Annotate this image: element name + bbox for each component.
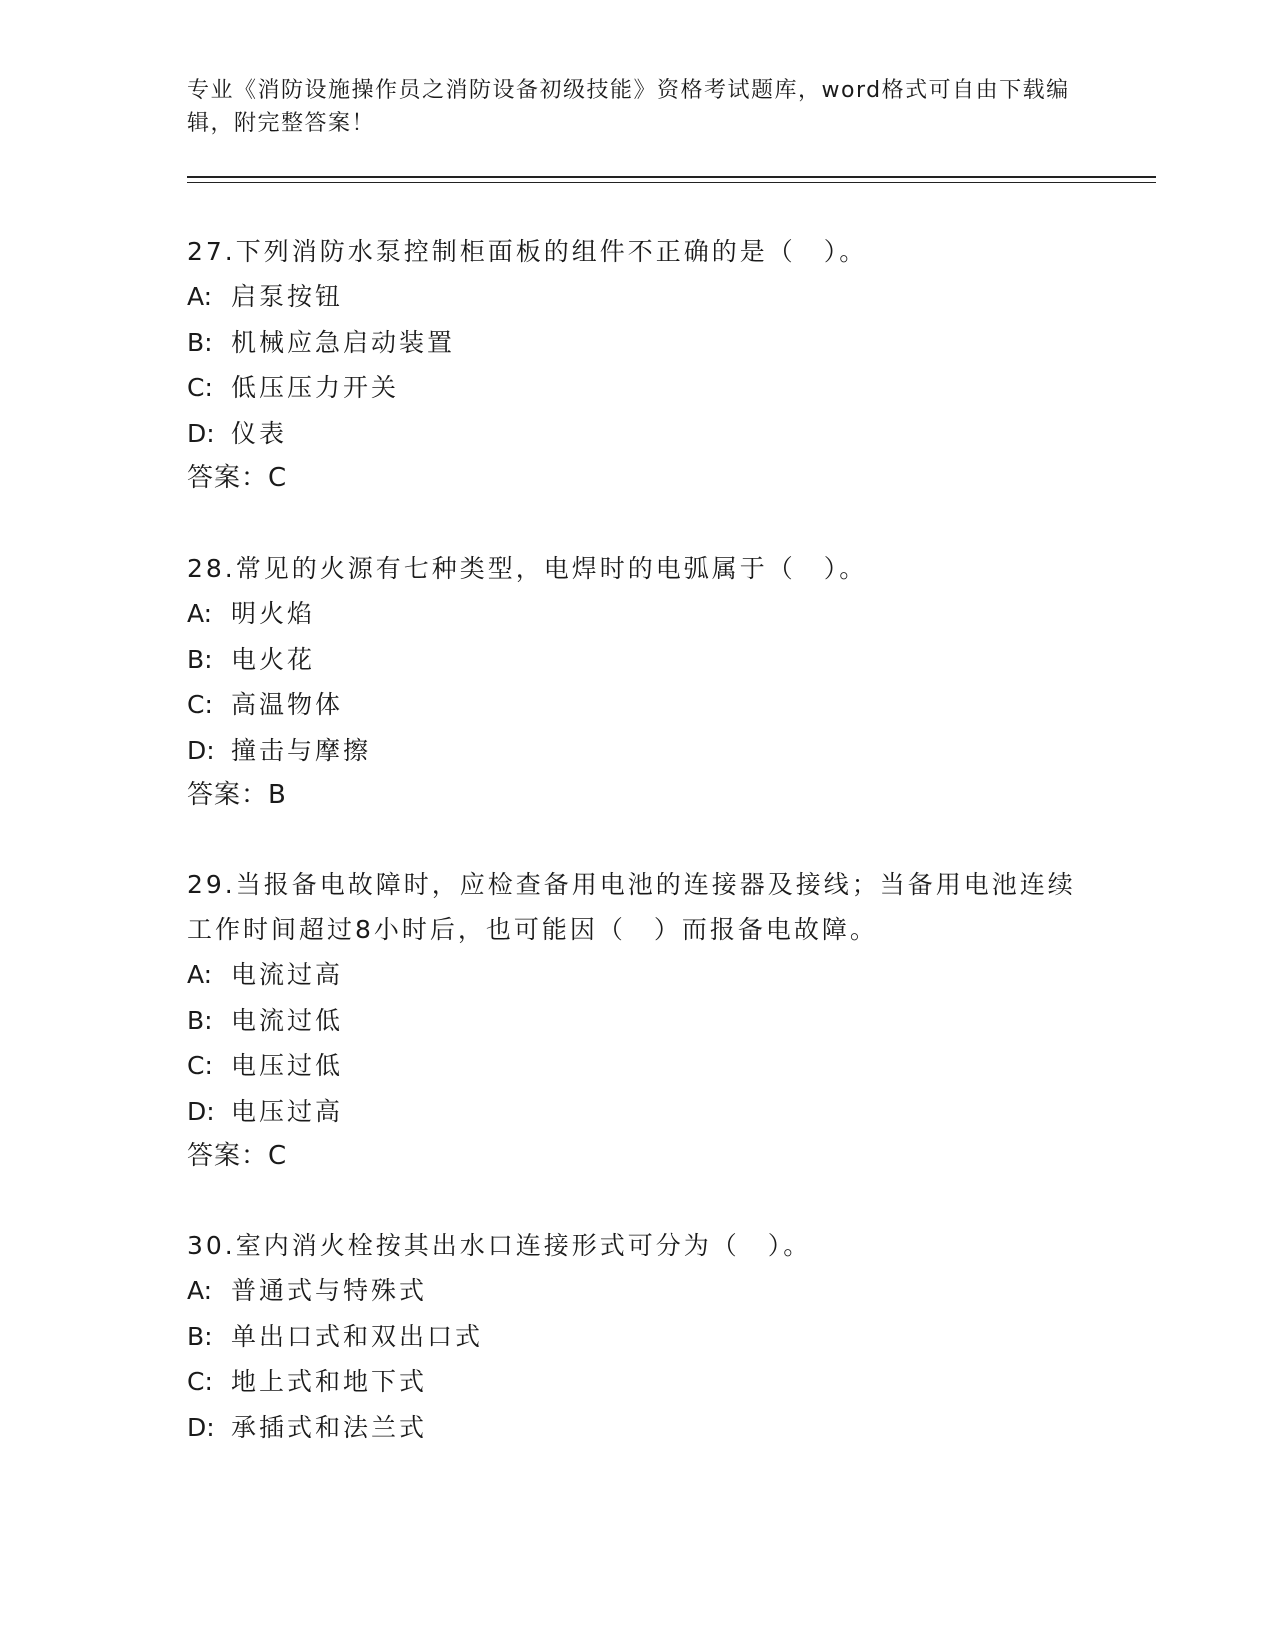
option-letter: C: (187, 1051, 213, 1080)
question-stem: 28.常见的火源有七种类型，电焊时的电弧属于（ ）。 (187, 554, 868, 583)
option-b (187, 637, 1087, 683)
answer: 答案：C (187, 463, 288, 493)
option-letter: D: (187, 735, 215, 765)
option-letter: D: (187, 418, 215, 448)
option-text: 高温物体 (231, 690, 344, 719)
option-text: 启泵按钮 (231, 282, 344, 311)
option-letter: A: (187, 599, 213, 628)
option-text: 电火花 (231, 644, 316, 674)
option-c (187, 682, 1087, 728)
option-text: 机械应急启动装置 (231, 327, 456, 357)
header-divider-thin (187, 182, 1156, 183)
option-letter: A: (187, 960, 213, 989)
option-text: 低压压力开关 (231, 373, 400, 402)
option-a (187, 274, 1087, 320)
option-c (187, 365, 1087, 411)
option-b (187, 320, 1087, 366)
option-letter: B: (187, 327, 213, 357)
option-letter: D: (187, 1412, 215, 1442)
option-text: 电压过高 (231, 1096, 344, 1126)
option-a (187, 952, 1087, 998)
option-letter: A: (187, 282, 213, 311)
option-letter: B: (187, 1005, 213, 1035)
option-text: 电流过低 (231, 1005, 344, 1035)
option-a (187, 1268, 1087, 1314)
option-text: 地上式和地下式 (231, 1367, 428, 1396)
option-text: 电流过高 (231, 960, 344, 989)
option-text: 普通式与特殊式 (231, 1276, 428, 1305)
option-b (187, 1314, 1087, 1360)
question-29 (187, 862, 1087, 1179)
option-letter: C: (187, 690, 213, 719)
answer: 答案：C (187, 1141, 288, 1171)
option-text: 撞击与摩擦 (231, 735, 372, 765)
option-letter: A: (187, 1276, 213, 1305)
document-header: 专业《消防设施操作员之消防设备初级技能》资格考试题库，word格式可自由下载编辑，附完整答案！ (187, 78, 1070, 136)
option-text: 单出口式和双出口式 (231, 1321, 484, 1351)
option-text: 明火焰 (231, 599, 316, 628)
option-letter: C: (187, 1367, 213, 1396)
option-letter: B: (187, 1321, 213, 1351)
question-stem: 27.下列消防水泵控制柜面板的组件不正确的是（ ）。 (187, 237, 868, 266)
option-letter: B: (187, 644, 213, 674)
option-b (187, 998, 1087, 1044)
option-a (187, 591, 1087, 637)
question-stem: 30.室内消火栓按其出水口连接形式可分为（ ）。 (187, 1231, 812, 1260)
question-stem: 29.当报备电故障时，应检查备用电池的连接器及接线；当备用电池连续工作时间超过8小时后，也可能因（ ）而报备电故障。 (187, 870, 1076, 944)
option-text: 电压过低 (231, 1051, 344, 1080)
option-d (187, 728, 1087, 774)
option-c (187, 1359, 1087, 1405)
option-text: 承插式和法兰式 (231, 1412, 428, 1442)
header-divider-thick (187, 176, 1156, 178)
option-d (187, 411, 1087, 457)
option-c (187, 1043, 1087, 1089)
question-27 (187, 229, 1087, 501)
option-d (187, 1405, 1087, 1451)
option-d (187, 1089, 1087, 1135)
question-30 (187, 1223, 1087, 1450)
question-28 (187, 546, 1087, 818)
option-text: 仪表 (231, 418, 288, 448)
answer: 答案：B (187, 780, 287, 810)
option-letter: D: (187, 1096, 215, 1126)
option-letter: C: (187, 373, 213, 402)
